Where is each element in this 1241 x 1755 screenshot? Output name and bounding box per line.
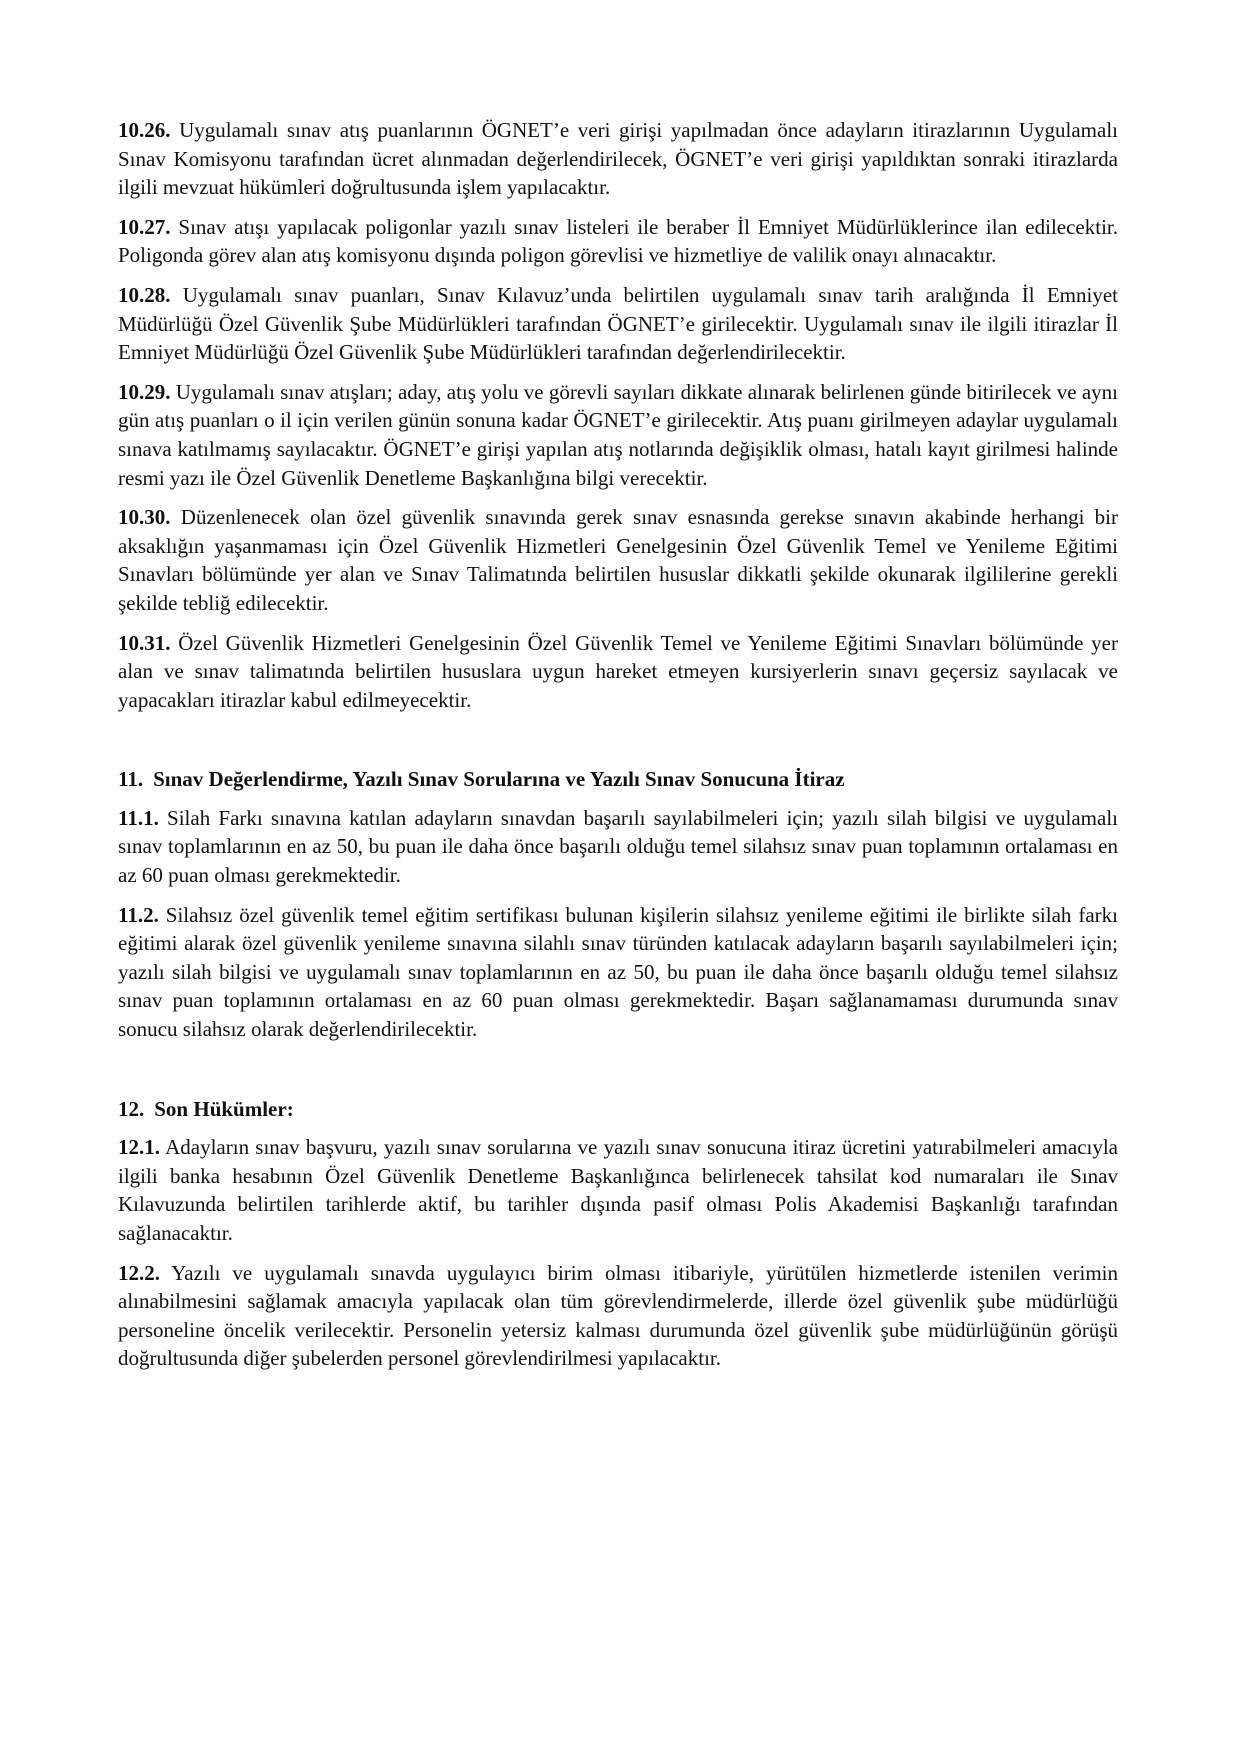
clause-text: Silahsız özel güvenlik temel eğitim sertifikası bulunan kişilerin silahsız yenileme eğitimi ile birlikte silah farkı eğitimi alarak özel güvenlik yenileme sınavına silahlı sınav türünden katılacak adayların başarılı sayılabilmeleri için; yazılı silah bilgisi ve uygulamalı sınav toplamlarının en az 50, bu puan ile daha önce başarılı olduğu temel silahsız sınav puan toplamının ortalaması en az 60 puan olması gerekmektedir. Başarı sağlanamaması durumunda sınav sonucu silahsız olarak değerlendirilecektir. xyxy=(118,902,1119,1042)
clause-12-1 xyxy=(118,1133,1118,1247)
clause-text: Uygulamalı sınav atış puanlarının ÖGNET’e veri girişi yapılmadan önce adayların itirazlarının Uygulamalı Sınav Komisyonu tarafından ücret alınmadan değerlendirilecek, ÖGNET’e veri girişi yapıldıktan sonraki itirazlarda ilgili mevzuat hükümleri doğrultusunda işlem yapılacaktır. xyxy=(118,118,1118,200)
clause-10-26 xyxy=(118,116,1118,202)
clause-12-2 xyxy=(118,1259,1118,1373)
clause-10-29 xyxy=(118,378,1118,492)
clause-number: 10.28. xyxy=(118,282,171,307)
clause-number: 12.2. xyxy=(118,1260,160,1285)
clause-text: Özel Güvenlik Hizmetleri Genelgesinin Özel Güvenlik Temel ve Yenileme Eğitimi Sınavları bölümünde yer alan ve sınav talimatında belirtilen hususlara uygun hareket etmeyen kursiyerlerin sınavı geçersiz sayılacak ve yapacakları itirazlar kabul edilmeyecektir. xyxy=(118,630,1118,712)
clause-text: Uygulamalı sınav puanları, Sınav Kılavuz’unda belirtilen uygulamalı sınav tarih aralığında İl Emniyet Müdürlüğü Özel Güvenlik Şube Müdürlükleri tarafından ÖGNET’e girilecektir. Uygulamalı sınav ile ilgili itirazlar İl Emniyet Müdürlüğü Özel Güvenlik Şube Müdürlükleri tarafından değerlendirilecektir. xyxy=(118,282,1118,365)
clause-text: Sınav atışı yapılacak poligonlar yazılı sınav listeleri ile beraber İl Emniyet Müdürlüklerince ilan edilecektir. Poligonda görev alan atış komisyonu dışında poligon görevlisi ve hizmetliye de valilik onayı alınacaktır. xyxy=(118,214,1119,268)
clause-number: 12.1. xyxy=(118,1135,160,1160)
clause-text: Adayların sınav başvuru, yazılı sınav sorularına ve yazılı sınav sonucuna itiraz ücretini yatırabilmeleri amacıyla ilgili banka hesabının Özel Güvenlik Denetleme Başkanlığınca belirlenecek tahsilat kod numaraları ile Sınav Kılavuzunda belirtilen tarihlerde aktif, bu tarihler dışında pasif olması Polis Akademisi Başkanlığı tarafından sağlanacaktır. xyxy=(118,1135,1118,1245)
clause-10-31 xyxy=(118,629,1118,715)
clause-10-27 xyxy=(118,213,1118,270)
section-spacer xyxy=(118,725,1118,765)
section-title: Sınav Değerlendirme, Yazılı Sınav Sorularına ve Yazılı Sınav Sonucuna İtiraz xyxy=(153,767,845,792)
clause-10-28 xyxy=(118,281,1118,367)
section-heading-12 xyxy=(118,1095,1118,1124)
clause-text: Uygulamalı sınav atışları; aday, atış yolu ve görevli sayıları dikkate alınarak belirlenen günde bitirilecek ve aynı gün atış puanları o il için verilen günün sonuna kadar ÖGNET’e girilecektir. Atış puanı girilmeyen adaylar uygulamalı sınava katılmamış sayılacaktır. ÖGNET’e girişi yapılan atış notlarında değişiklik olması, hatalı kayıt girilmesi halinde resmi yazı ile Özel Güvenlik Denetleme Başkanlığına bilgi verecektir. xyxy=(118,379,1118,490)
clause-number: 10.30. xyxy=(118,505,171,530)
clause-text: Yazılı ve uygulamalı sınavda uygulayıcı birim olması itibariyle, yürütülen hizmetlerde istenilen verimin alınabilmesini sağlamak amacıyla yapılacak olan tüm görevlendirmelerde, illerde özel güvenlik şube müdürlüğü personeline öncelik verilecektir. Personelin yetersiz kalması durumunda özel güvenlik şube müdürlüğünün görüşü doğrultusunda diğer şubelerden personel görevlendirilmesi yapılacaktır. xyxy=(118,1260,1118,1371)
clause-number: 10.29. xyxy=(118,379,171,404)
clause-number: 11.1. xyxy=(118,805,159,830)
section-heading-11 xyxy=(118,765,1118,794)
section-number: 11. xyxy=(118,767,144,792)
section-title: Son Hükümler: xyxy=(154,1096,294,1121)
clause-number: 11.2. xyxy=(118,902,159,927)
clause-11-2 xyxy=(118,901,1118,1044)
clause-10-30 xyxy=(118,503,1118,617)
section-spacer xyxy=(118,1055,1118,1095)
clause-number: 10.26. xyxy=(118,118,171,142)
document-page xyxy=(118,116,1118,1384)
clause-number: 10.31. xyxy=(118,630,171,655)
clause-number: 10.27. xyxy=(118,214,171,239)
clause-text: Düzenlenecek olan özel güvenlik sınavında gerek sınav esnasında gerekse sınavın akabinde herhangi bir aksaklığın yaşanmaması için Özel Güvenlik Hizmetleri Genelgesinin Özel Güvenlik Temel ve Yenileme Eğitimi Sınavları bölümünde yer alan ve Sınav Talimatında belirtilen hususlar dikkatli şekilde okunarak ilgililerine gerekli şekilde tebliğ edilecektir. xyxy=(118,505,1118,615)
clause-11-1 xyxy=(118,804,1118,890)
section-number: 12. xyxy=(118,1096,145,1121)
clause-text: Silah Farkı sınavına katılan adayların sınavdan başarılı sayılabilmeleri için; yazılı silah bilgisi ve uygulamalı sınav toplamlarının en az 50, bu puan ile daha önce başarılı olduğu temel silahsız sınav puan toplamının ortalaması en az 60 puan olması gerekmektedir. xyxy=(118,805,1118,888)
